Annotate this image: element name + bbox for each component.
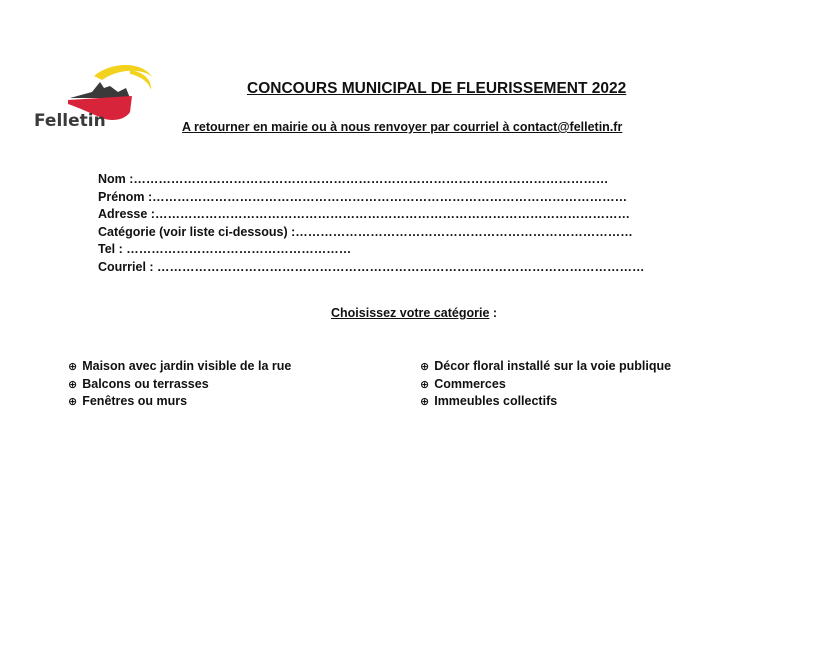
bullet-icon: ⊕ xyxy=(68,377,78,391)
bullet-icon: ⊕ xyxy=(68,360,78,373)
category-label: Maison avec jardin visible de la rue xyxy=(82,359,292,373)
categories-left xyxy=(68,358,291,411)
field-adresse: Adresse :…………………………………………………………………………………………………… xyxy=(98,207,630,221)
choose-category-label: Choisissez votre catégorie xyxy=(331,306,490,320)
bullet-icon: ⊕ xyxy=(420,360,430,373)
logo-wordmark: Felletin xyxy=(34,111,106,131)
category-label: Balcons ou terrasses xyxy=(82,376,209,391)
list-item xyxy=(68,376,291,394)
page-title: CONCOURS MUNICIPAL DE FLEURISSEMENT 2022 xyxy=(247,80,627,97)
choose-category-heading xyxy=(331,306,497,320)
felletin-logo xyxy=(30,62,160,134)
list-item xyxy=(420,393,671,411)
bullet-icon: ⊕ xyxy=(68,395,78,408)
field-nom: Nom :…………………………………………………………………………………………………… xyxy=(98,172,609,186)
field-tel: Tel : ……………………………………………… xyxy=(98,242,352,256)
category-label: Commerces xyxy=(434,376,506,391)
field-categorie: Catégorie (voir liste ci-dessous) :……………………………………………………………………… xyxy=(98,224,633,239)
categories-right xyxy=(420,358,671,411)
list-item xyxy=(420,376,671,394)
field-prenom: Prénom :…………………………………………………………………………………………………… xyxy=(98,189,628,204)
list-item xyxy=(68,358,291,376)
choose-category-suffix: : xyxy=(489,306,498,320)
bullet-icon: ⊕ xyxy=(420,377,430,391)
list-item xyxy=(68,393,291,411)
category-label: Immeubles collectifs xyxy=(434,394,558,408)
bullet-icon: ⊕ xyxy=(420,395,430,408)
category-label: Fenêtres ou murs xyxy=(82,394,188,408)
page-subtitle: A retourner en mairie ou à nous renvoyer par courriel à contact@felletin.fr xyxy=(182,120,623,134)
form-fields xyxy=(98,171,718,276)
category-label: Décor floral installé sur la voie publique xyxy=(434,359,672,373)
list-item xyxy=(420,358,671,376)
field-courriel: Courriel : ……………………………………………………………………………………………………… xyxy=(98,259,645,274)
